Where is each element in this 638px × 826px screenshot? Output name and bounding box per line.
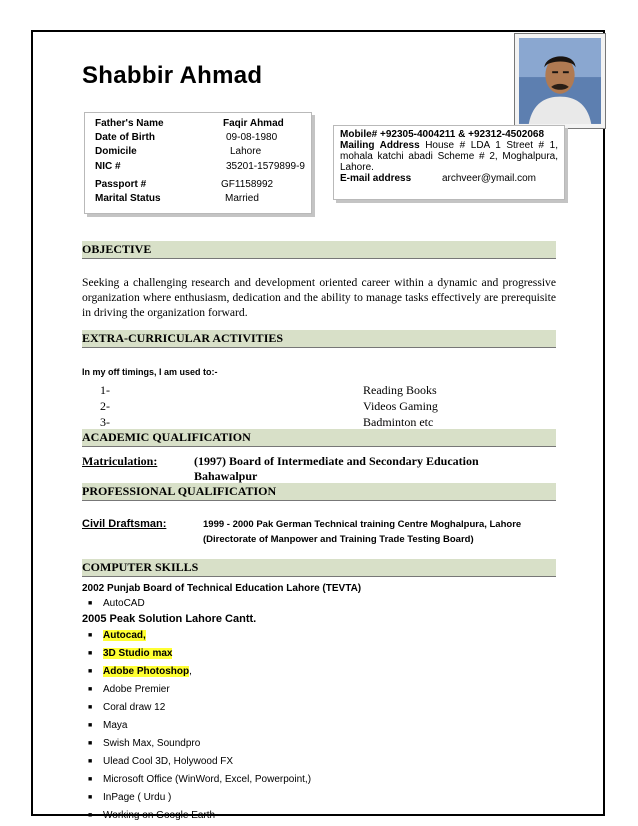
professional-line2: (Directorate of Manpower and Training Trade Testing Board) — [203, 534, 474, 545]
computer-heading-peak: 2005 Peak Solution Lahore Cantt. — [82, 613, 257, 625]
email-row — [340, 173, 558, 184]
info-label: Marital Status — [95, 193, 161, 204]
extra-item: Reading Books — [363, 383, 437, 397]
contact-box — [333, 125, 565, 200]
mailing-address — [340, 140, 558, 173]
info-value: GF1158992 — [221, 179, 274, 190]
personal-info-box — [84, 112, 312, 214]
extra-num: 3- — [100, 415, 110, 429]
bullet-icon: ■ — [88, 794, 93, 801]
info-value: 35201-1579899-9 — [226, 161, 305, 172]
info-value: Married — [225, 193, 259, 204]
extra-intro: In my off timings, I am used to:- — [82, 367, 218, 377]
computer-heading-tevta: 2002 Punjab Board of Technical Education Lahore (TEVTA) — [82, 583, 362, 594]
academic-label: Matriculation: — [82, 454, 158, 468]
section-computer-skills: COMPUTER SKILLS — [82, 559, 556, 577]
academic-line1: (1997) Board of Intermediate and Secondary Education — [194, 454, 479, 468]
info-label: Passport # — [95, 179, 147, 190]
bullet-icon: ■ — [88, 704, 93, 711]
extra-item: Videos Gaming — [363, 399, 438, 413]
mobile-number: Mobile# +92305-4004211 & +92312-4502068 — [340, 129, 545, 140]
info-label: Domicile — [95, 146, 137, 157]
section-professional: PROFESSIONAL QUALIFICATION — [82, 483, 556, 501]
mailing-label: Mailing Address — [340, 140, 420, 151]
info-value: Faqir Ahmad — [223, 118, 284, 129]
bullet-icon: ■ — [88, 758, 93, 765]
bullet-icon: ■ — [88, 632, 93, 639]
mailing-value: House # LDA 1 Street # 1, mohala katchi abadi Scheme # 2, Moghalpura, Lahore. — [340, 140, 559, 173]
candidate-name: Shabbir Ahmad — [82, 62, 263, 89]
bullet-icon: ■ — [88, 740, 93, 747]
bullet-icon: ■ — [88, 812, 93, 819]
bullet-icon: ■ — [88, 722, 93, 729]
bullet-icon: ■ — [88, 686, 93, 693]
info-value: Lahore — [230, 146, 262, 157]
bullet-icon: ■ — [88, 600, 93, 607]
person-photo-icon — [519, 38, 601, 124]
info-label: Father's Name — [95, 118, 164, 129]
academic-line2: Bahawalpur — [194, 469, 258, 483]
info-label: Date of Birth — [95, 132, 155, 143]
section-extra-curricular: EXTRA-CURRICULAR ACTIVITIES — [82, 330, 556, 348]
bullet-icon: ■ — [88, 650, 93, 657]
extra-item: Badminton etc — [363, 415, 434, 429]
bullet-icon: ■ — [88, 776, 93, 783]
professional-label: Civil Draftsman: — [82, 518, 167, 530]
section-objective: OBJECTIVE — [82, 241, 556, 259]
objective-text: Seeking a challenging research and development oriented career within a dynamic and progressive organization where enthusiasm, dedication and the ability to manage tasks effectively are prerequisite in driving the organization forward. — [82, 276, 556, 319]
extra-num: 1- — [100, 383, 110, 397]
email-value[interactable]: archveer@ymail.com — [441, 173, 536, 184]
info-value: 09-08-1980 — [226, 132, 278, 143]
bullet-icon: ■ — [88, 668, 93, 675]
profile-photo — [514, 33, 606, 129]
professional-line1: 1999 - 2000 Pak German Technical training Centre Moghalpura, Lahore — [203, 519, 522, 530]
info-label: NIC # — [95, 161, 121, 172]
section-academic: ACADEMIC QUALIFICATION — [82, 429, 556, 447]
extra-num: 2- — [100, 399, 110, 413]
email-label: E-mail address — [340, 173, 412, 184]
